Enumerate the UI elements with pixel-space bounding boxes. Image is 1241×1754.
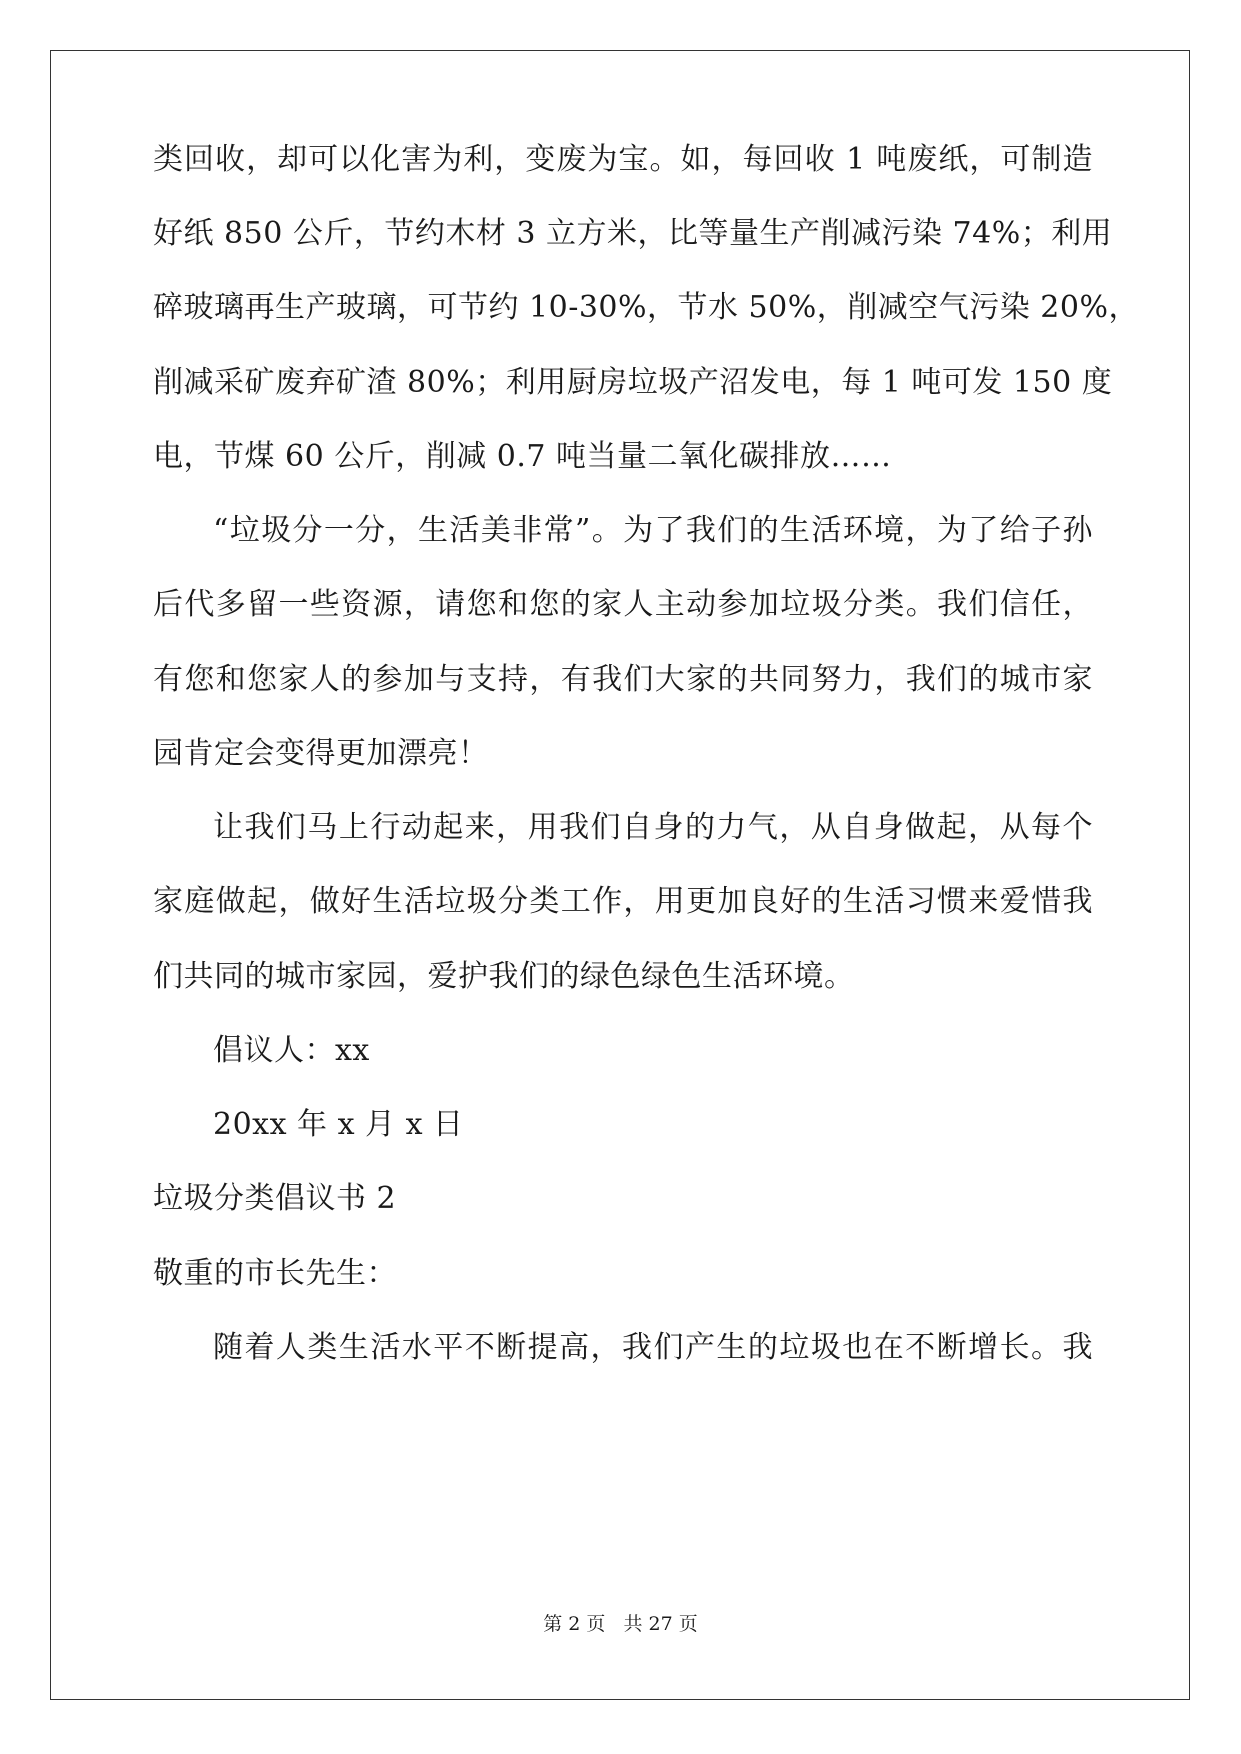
text-line: 好纸 850 公斤，节约木材 3 立方米，比等量生产削减污染 74%；利用 [153, 216, 1113, 251]
text-line: 让我们马上行动起来，用我们自身的力气，从自身做起，从每个 [213, 810, 1093, 845]
text-line: 家庭做起，做好生活垃圾分类工作，用更加良好的生活习惯来爱惜我 [153, 884, 1093, 919]
text-line: 园肯定会变得更加漂亮！ [153, 736, 489, 771]
text-line: “垃圾分一分，生活美非常”。为了我们的生活环境，为了给子孙 [213, 513, 1093, 548]
page-total: 共 27 页 [623, 1613, 698, 1635]
page-footer [0, 1612, 1241, 1636]
text-line: 削减采矿废弃矿渣 80%；利用厨房垃圾产沼发电，每 1 吨可发 150 度 [153, 365, 1113, 400]
text-line: 有您和您家人的参加与支持，有我们大家的共同努力，我们的城市家 [153, 662, 1093, 697]
text-line: 电，节煤 60 公斤，削减 0.7 吨当量二氧化碳排放…… [153, 439, 892, 474]
signatory-line: 倡议人：xx [213, 1033, 370, 1068]
section-title: 垃圾分类倡议书 2 [153, 1181, 397, 1216]
text-line: 随着人类生活水平不断提高，我们产生的垃圾也在不断增长。我 [213, 1330, 1093, 1365]
text-line: 们共同的城市家园，爱护我们的绿色绿色生活环境。 [153, 959, 855, 994]
text-line: 后代多留一些资源，请您和您的家人主动参加垃圾分类。我们信任， [153, 587, 1093, 622]
text-line: 类回收，却可以化害为利，变废为宝。如，每回收 1 吨废纸，可制造 [153, 142, 1093, 177]
page-number: 第 2 页 [543, 1613, 606, 1635]
salutation: 敬重的市长先生： [153, 1256, 397, 1291]
date-line: 20xx 年 x 月 x 日 [213, 1107, 464, 1142]
text-line: 碎玻璃再生产玻璃，可节约 10-30%，节水 50%，削减空气污染 20%， [153, 290, 1139, 325]
